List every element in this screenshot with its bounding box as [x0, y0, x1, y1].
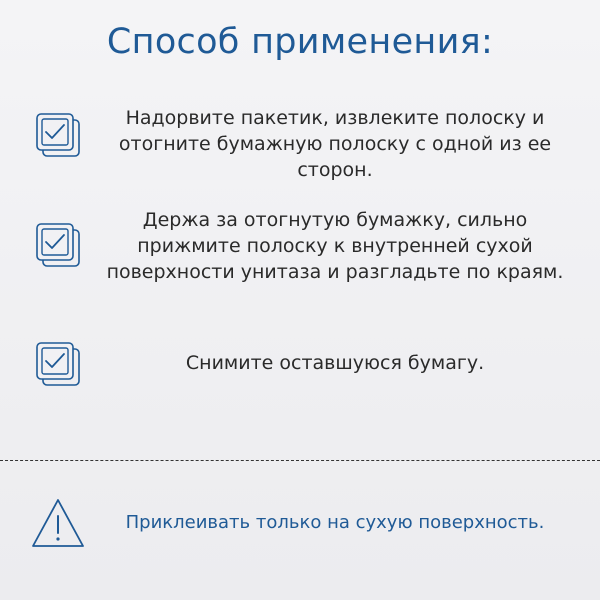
divider — [0, 460, 600, 461]
checkbox-icon — [34, 340, 82, 388]
warning-triangle-icon — [30, 497, 86, 549]
checkbox-icon — [34, 221, 82, 269]
step-text: Надорвите пакетик, извлеките полоску и отогните бумажную полоску с одной из ее сторон. — [118, 107, 552, 181]
page-title: Способ применения: — [106, 22, 494, 62]
warning-text: Приклеивать только на сухую поверхность. — [125, 512, 545, 533]
step-text: Снимите оставшуюся бумагу. — [185, 352, 485, 374]
checkbox-icon — [34, 111, 82, 159]
step-text: Держа за отогнутую бумажку, сильно прижмите полоску к внутренней сухой поверхности унитаза и разгладьте по краям. — [106, 209, 564, 283]
